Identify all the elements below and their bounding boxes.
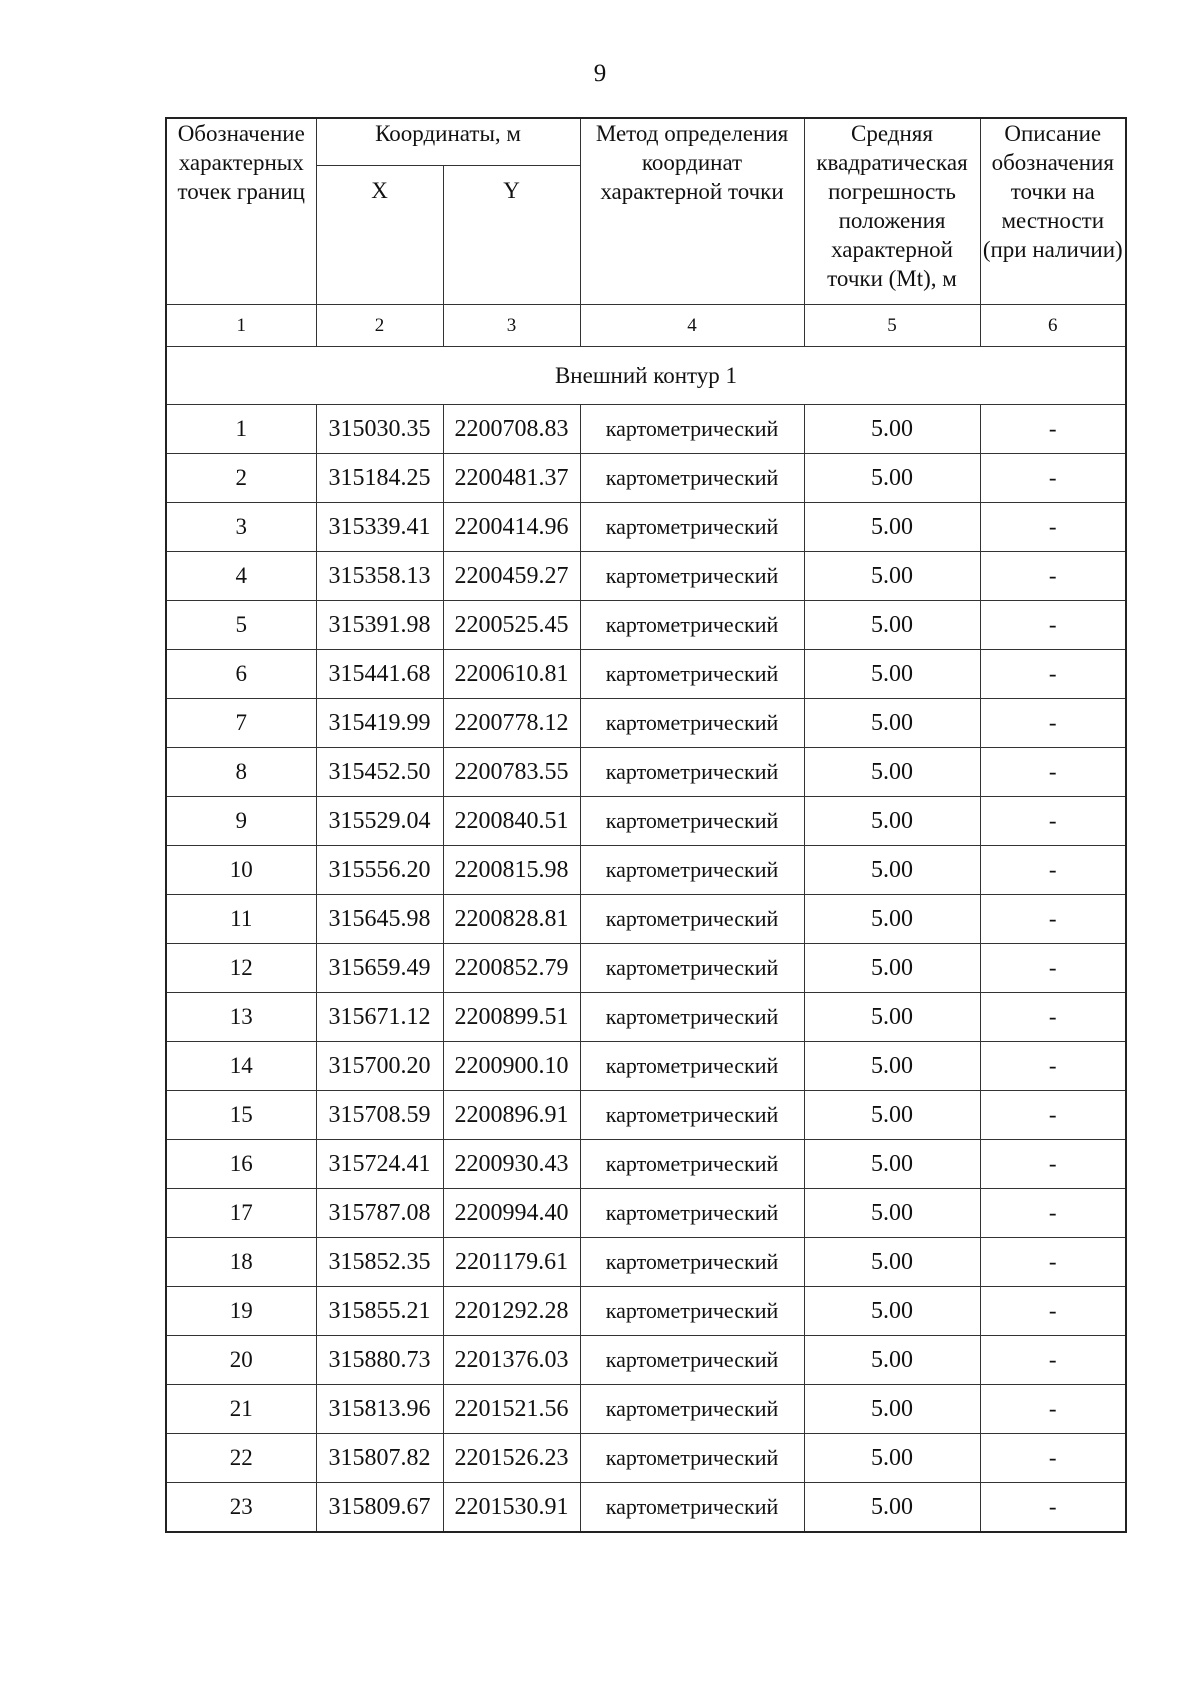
x-coordinate-cell: 315645.98 — [316, 895, 443, 944]
description-cell: - — [980, 797, 1126, 846]
y-coordinate-cell: 2200708.83 — [443, 405, 580, 454]
table-header — [166, 118, 1126, 305]
x-coordinate-cell: 315339.41 — [316, 503, 443, 552]
description-cell: - — [980, 699, 1126, 748]
point-number-cell: 18 — [166, 1238, 316, 1287]
y-coordinate-cell: 2200896.91 — [443, 1091, 580, 1140]
column-numbers-row — [166, 305, 1126, 347]
table-body — [166, 305, 1126, 1533]
y-coordinate-cell: 2200900.10 — [443, 1042, 580, 1091]
y-coordinate-cell: 2200783.55 — [443, 748, 580, 797]
method-cell: картометрический — [580, 944, 804, 993]
column-number: 4 — [580, 305, 804, 347]
method-cell: картометрический — [580, 405, 804, 454]
point-number-cell: 5 — [166, 601, 316, 650]
table-row — [166, 1189, 1126, 1238]
table-row — [166, 797, 1126, 846]
mean-square-error-cell: 5.00 — [804, 1483, 980, 1533]
method-cell: картометрический — [580, 993, 804, 1042]
x-coordinate-cell: 315358.13 — [316, 552, 443, 601]
header-coordinates: Координаты, м — [316, 118, 580, 166]
mean-square-error-cell: 5.00 — [804, 454, 980, 503]
description-cell: - — [980, 405, 1126, 454]
point-number-cell: 3 — [166, 503, 316, 552]
table-row — [166, 1483, 1126, 1533]
mean-square-error-cell: 5.00 — [804, 993, 980, 1042]
method-cell: картометрический — [580, 503, 804, 552]
description-cell: - — [980, 944, 1126, 993]
section-title: Внешний контур 1 — [166, 347, 1126, 405]
description-cell: - — [980, 1189, 1126, 1238]
x-coordinate-cell: 315708.59 — [316, 1091, 443, 1140]
table-row — [166, 1434, 1126, 1483]
description-cell: - — [980, 601, 1126, 650]
header-mean-square-error: Средняя квадратическая погрешность положения характерной точки (Mt), м — [804, 118, 980, 305]
method-cell: картометрический — [580, 454, 804, 503]
point-number-cell: 14 — [166, 1042, 316, 1091]
y-coordinate-cell: 2201521.56 — [443, 1385, 580, 1434]
method-cell: картометрический — [580, 1042, 804, 1091]
y-coordinate-cell: 2200840.51 — [443, 797, 580, 846]
mean-square-error-cell: 5.00 — [804, 1140, 980, 1189]
description-cell: - — [980, 1140, 1126, 1189]
mean-square-error-cell: 5.00 — [804, 1189, 980, 1238]
y-coordinate-cell: 2200525.45 — [443, 601, 580, 650]
x-coordinate-cell: 315809.67 — [316, 1483, 443, 1533]
point-number-cell: 6 — [166, 650, 316, 699]
method-cell: картометрический — [580, 846, 804, 895]
table-row — [166, 503, 1126, 552]
table-row — [166, 699, 1126, 748]
y-coordinate-cell: 2201292.28 — [443, 1287, 580, 1336]
point-number-cell: 10 — [166, 846, 316, 895]
point-number-cell: 22 — [166, 1434, 316, 1483]
y-coordinate-cell: 2201530.91 — [443, 1483, 580, 1533]
mean-square-error-cell: 5.00 — [804, 1336, 980, 1385]
description-cell: - — [980, 1336, 1126, 1385]
mean-square-error-cell: 5.00 — [804, 1434, 980, 1483]
point-number-cell: 12 — [166, 944, 316, 993]
mean-square-error-cell: 5.00 — [804, 797, 980, 846]
method-cell: картометрический — [580, 1140, 804, 1189]
method-cell: картометрический — [580, 797, 804, 846]
table-row — [166, 895, 1126, 944]
description-cell: - — [980, 1434, 1126, 1483]
mean-square-error-cell: 5.00 — [804, 1042, 980, 1091]
table-row — [166, 1091, 1126, 1140]
mean-square-error-cell: 5.00 — [804, 748, 980, 797]
table-row — [166, 944, 1126, 993]
description-cell: - — [980, 1042, 1126, 1091]
point-number-cell: 9 — [166, 797, 316, 846]
table-row — [166, 405, 1126, 454]
header-x: X — [316, 166, 443, 305]
column-number: 3 — [443, 305, 580, 347]
table-row — [166, 650, 1126, 699]
method-cell: картометрический — [580, 1287, 804, 1336]
table-row — [166, 1287, 1126, 1336]
column-number: 2 — [316, 305, 443, 347]
x-coordinate-cell: 315659.49 — [316, 944, 443, 993]
mean-square-error-cell: 5.00 — [804, 1091, 980, 1140]
y-coordinate-cell: 2200414.96 — [443, 503, 580, 552]
y-coordinate-cell: 2200481.37 — [443, 454, 580, 503]
x-coordinate-cell: 315880.73 — [316, 1336, 443, 1385]
point-number-cell: 2 — [166, 454, 316, 503]
method-cell: картометрический — [580, 1434, 804, 1483]
page-number: 9 — [593, 60, 607, 87]
method-cell: картометрический — [580, 1385, 804, 1434]
mean-square-error-cell: 5.00 — [804, 846, 980, 895]
description-cell: - — [980, 503, 1126, 552]
description-cell: - — [980, 748, 1126, 797]
x-coordinate-cell: 315184.25 — [316, 454, 443, 503]
column-number: 1 — [166, 305, 316, 347]
table-row — [166, 1238, 1126, 1287]
point-number-cell: 11 — [166, 895, 316, 944]
table-row — [166, 454, 1126, 503]
column-number: 5 — [804, 305, 980, 347]
point-number-cell: 8 — [166, 748, 316, 797]
x-coordinate-cell: 315724.41 — [316, 1140, 443, 1189]
point-number-cell: 21 — [166, 1385, 316, 1434]
description-cell: - — [980, 846, 1126, 895]
method-cell: картометрический — [580, 552, 804, 601]
y-coordinate-cell: 2200828.81 — [443, 895, 580, 944]
header-y: Y — [443, 166, 580, 305]
x-coordinate-cell: 315030.35 — [316, 405, 443, 454]
mean-square-error-cell: 5.00 — [804, 944, 980, 993]
description-cell: - — [980, 993, 1126, 1042]
method-cell: картометрический — [580, 748, 804, 797]
x-coordinate-cell: 315671.12 — [316, 993, 443, 1042]
y-coordinate-cell: 2200852.79 — [443, 944, 580, 993]
method-cell: картометрический — [580, 699, 804, 748]
x-coordinate-cell: 315807.82 — [316, 1434, 443, 1483]
x-coordinate-cell: 315419.99 — [316, 699, 443, 748]
x-coordinate-cell: 315441.68 — [316, 650, 443, 699]
method-cell: картометрический — [580, 1336, 804, 1385]
header-point-designation: Обозначение характерных точек границ — [166, 118, 316, 305]
y-coordinate-cell: 2200778.12 — [443, 699, 580, 748]
mean-square-error-cell: 5.00 — [804, 895, 980, 944]
y-coordinate-cell: 2200994.40 — [443, 1189, 580, 1238]
x-coordinate-cell: 315452.50 — [316, 748, 443, 797]
mean-square-error-cell: 5.00 — [804, 601, 980, 650]
description-cell: - — [980, 1091, 1126, 1140]
y-coordinate-cell: 2200459.27 — [443, 552, 580, 601]
mean-square-error-cell: 5.00 — [804, 1238, 980, 1287]
mean-square-error-cell: 5.00 — [804, 405, 980, 454]
method-cell: картометрический — [580, 895, 804, 944]
header-method: Метод определения координат характерной точки — [580, 118, 804, 305]
x-coordinate-cell: 315787.08 — [316, 1189, 443, 1238]
x-coordinate-cell: 315700.20 — [316, 1042, 443, 1091]
mean-square-error-cell: 5.00 — [804, 552, 980, 601]
method-cell: картометрический — [580, 650, 804, 699]
y-coordinate-cell: 2201526.23 — [443, 1434, 580, 1483]
method-cell: картометрический — [580, 1238, 804, 1287]
point-number-cell: 7 — [166, 699, 316, 748]
description-cell: - — [980, 1385, 1126, 1434]
mean-square-error-cell: 5.00 — [804, 1287, 980, 1336]
mean-square-error-cell: 5.00 — [804, 503, 980, 552]
table-row — [166, 846, 1126, 895]
point-number-cell: 15 — [166, 1091, 316, 1140]
y-coordinate-cell: 2200815.98 — [443, 846, 580, 895]
table-row — [166, 1336, 1126, 1385]
table-row — [166, 1042, 1126, 1091]
point-number-cell: 16 — [166, 1140, 316, 1189]
table-row — [166, 1140, 1126, 1189]
x-coordinate-cell: 315852.35 — [316, 1238, 443, 1287]
x-coordinate-cell: 315855.21 — [316, 1287, 443, 1336]
mean-square-error-cell: 5.00 — [804, 650, 980, 699]
description-cell: - — [980, 895, 1126, 944]
table-row — [166, 993, 1126, 1042]
method-cell: картометрический — [580, 1483, 804, 1533]
point-number-cell: 13 — [166, 993, 316, 1042]
method-cell: картометрический — [580, 1189, 804, 1238]
y-coordinate-cell: 2200930.43 — [443, 1140, 580, 1189]
description-cell: - — [980, 1238, 1126, 1287]
point-number-cell: 17 — [166, 1189, 316, 1238]
point-number-cell: 19 — [166, 1287, 316, 1336]
method-cell: картометрический — [580, 1091, 804, 1140]
method-cell: картометрический — [580, 601, 804, 650]
y-coordinate-cell: 2200610.81 — [443, 650, 580, 699]
coordinates-table — [165, 117, 1127, 1533]
section-row — [166, 347, 1126, 405]
table-row — [166, 748, 1126, 797]
column-number: 6 — [980, 305, 1126, 347]
point-number-cell: 1 — [166, 405, 316, 454]
x-coordinate-cell: 315813.96 — [316, 1385, 443, 1434]
description-cell: - — [980, 1483, 1126, 1533]
x-coordinate-cell: 315529.04 — [316, 797, 443, 846]
point-number-cell: 23 — [166, 1483, 316, 1533]
header-description: Описание обозначения точки на местности (при наличии) — [980, 118, 1126, 305]
y-coordinate-cell: 2200899.51 — [443, 993, 580, 1042]
description-cell: - — [980, 1287, 1126, 1336]
description-cell: - — [980, 454, 1126, 503]
y-coordinate-cell: 2201179.61 — [443, 1238, 580, 1287]
table-row — [166, 1385, 1126, 1434]
point-number-cell: 4 — [166, 552, 316, 601]
point-number-cell: 20 — [166, 1336, 316, 1385]
x-coordinate-cell: 315556.20 — [316, 846, 443, 895]
mean-square-error-cell: 5.00 — [804, 699, 980, 748]
y-coordinate-cell: 2201376.03 — [443, 1336, 580, 1385]
table-row — [166, 601, 1126, 650]
x-coordinate-cell: 315391.98 — [316, 601, 443, 650]
table-row — [166, 552, 1126, 601]
description-cell: - — [980, 650, 1126, 699]
description-cell: - — [980, 552, 1126, 601]
mean-square-error-cell: 5.00 — [804, 1385, 980, 1434]
